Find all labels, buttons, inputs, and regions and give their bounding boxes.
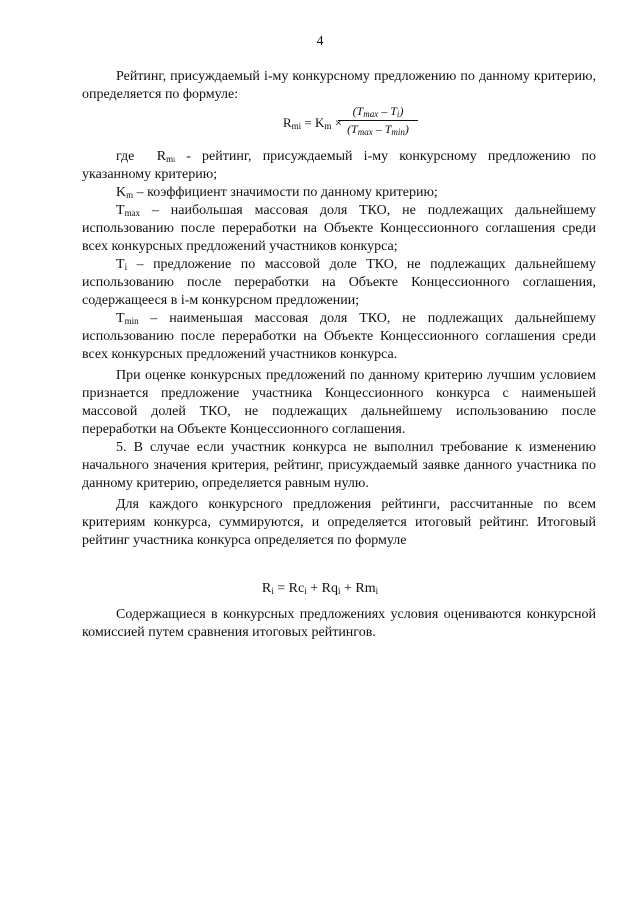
paragraph-tmin-definition: $T_{min}$ – наименьшая массовая доля ТКО, не подлежащих дальнейшему использованию после переработки на Объекте Концессионного соглашения среди всех конкурсных предложений участников конкурса. (82, 311, 597, 362)
rating-formula (283, 104, 423, 142)
paragraph-item-5: 5. В случае если участник конкурса не выполнил требование к изменению начального значения критерия, рейтинг, присуждаемый заявке данного участника по данному критерию, определяется равным нулю. (82, 440, 596, 491)
intro-paragraph (82, 68, 596, 104)
paragraph-rmi-definition: где $R_{mi}$ - рейтинг, присуждаемый i-му конкурсному предложению по указанному критерию; (82, 149, 597, 182)
definitions-block (82, 148, 596, 550)
page-number: 4 (316, 34, 324, 49)
formula-lhs: $R_{mi} = K_m$ × (283, 115, 343, 131)
paragraph-tmax-definition: $T_{max}$ – наибольшая массовая доля ТКО, не подлежащих дальнейшему использованию после переработки на Объекте Концессионного соглашения среди всех конкурсных предложений участников конкурса; (82, 203, 596, 254)
fraction-bar (338, 120, 418, 121)
closing-block (82, 606, 596, 642)
paragraph-ti-definition: $T_i$ – предложение по массовой доле ТКО, не подлежащих дальнейшему использованию после переработки на Объекте Концессионного соглашения, содержащееся в i-м конкурсном предложении; (82, 257, 597, 308)
formula-fraction (338, 104, 418, 137)
paragraph-km-definition: $K_m$ – коэффициент значимости по данному критерию; (116, 185, 438, 200)
formula-denominator: $(T_{max} - T_{min})$ (347, 122, 409, 137)
paragraph-evaluation: Содержащиеся в конкурсных предложениях условия оцениваются конкурсной комиссией путем сравнения итоговых рейтингов. (82, 607, 596, 640)
total-rating-formula: $R_i = Rc_i + Rq_i + Rm_i$ (261, 581, 379, 596)
formula-numerator: $(T_{max} - T_i)$ (352, 104, 404, 119)
paragraph-formula-intro: Рейтинг, присуждаемый i-му конкурсному предложению по данному критерию, определяется по формуле: (82, 69, 596, 102)
paragraph-best-condition: При оценке конкурсных предложений по данному критерию лучшим условием признается предложение участника Концессионного конкурса с наименьшей массовой долей ТКО, не подлежащих дальнейшему использованию после переработки на Объекте Концессионного соглашения. (82, 368, 596, 437)
paragraph-total-rating: Для каждого конкурсного предложения рейтинги, рассчитанные по всем критериям конкурса, суммируются, и определяется итоговый рейтинг. Итоговый рейтинг участника конкурса определяется по формуле (82, 497, 596, 548)
